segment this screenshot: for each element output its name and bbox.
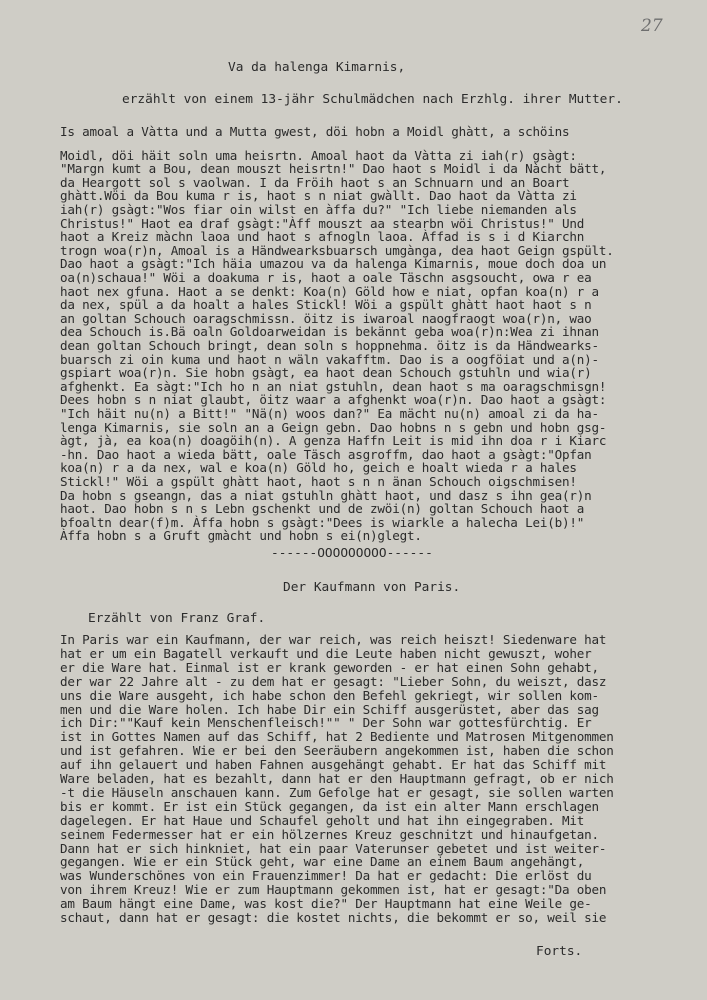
text-line: lenga Kimarnis, sie soln an a Geign gebn. Dao hobns n s gebn und hobn gsg- (60, 419, 607, 435)
text-line: seinem Federmesser hat er ein hölzernes Kreuz geschnitzt und hinaufgetan. (60, 826, 599, 842)
text-line: -hn. Dao haot a wieda bätt, oale Täsch asgroffm, dao haot a gsàgt:"Opfan (60, 446, 592, 462)
text-line: was Wunderschönes von ein Frauenzimmer! Da hat er gedacht: Die erlöst du (60, 868, 592, 884)
text-line: dean goltan Schouch bringt, dean soln s hoppnehma. öitz is da Händwearks- (60, 338, 599, 353)
text-line: schaut, dann hat er gesagt: die kostet nichts, die bekommt er so, weil sie (60, 910, 607, 925)
text-line: ist in Gottes Namen auf das Schiff, hat 2 Bediente und Matrosen Mitgenommen (60, 729, 614, 745)
text-line: auf ihn gelauert und haben Fahnen ausgehängt gehabt. Er hat das Schiff mit (60, 757, 607, 773)
text-line: Ware beladen, hat es bezahlt, dann hat er den Hauptmann gefragt, ob er nich (60, 771, 614, 786)
text-line: ghàtt.Wöi da Bou kuma r is, haot s n niat gwàllt. Dao haot da Vàtta zi (60, 188, 577, 204)
text-line: Dann hat er sich hinkniet, hat ein paar Vaterunser gebetet und ist weiter- (60, 840, 607, 856)
text-line: "Ich häit nu(n) a Bitt!" "Nä(n) woos dan?" Ea mächt nu(n) amoal zi da ha- (60, 406, 599, 421)
text-line: dagelegen. Er hat Haue und Schaufel geholt und hat ihn eingegraben. Mit (60, 812, 585, 828)
continued-marker: Forts. (536, 944, 583, 959)
text-line: gspiart woa(r)n. Sie hobn gsàgt, ea haot dean Schouch gstuhln und wia(r) (60, 365, 592, 381)
text-line: Stickl!" Wöi a gspült ghàtt haot, haot s n n änan Schouch oigschmisen! (60, 474, 577, 489)
text-line: haot a Kreiz màchn laoa und haot s afnogln laoa. Àffad is s i d Kiarchn (60, 229, 585, 245)
story1-title: Va da halenga Kimarnis, (228, 60, 406, 75)
text-line: buarsch zi oin kuma und haot n wäln vakafftm. Dao is a oogföiat und a(n)- (60, 351, 599, 367)
text-line: am Baum hängt eine Dame, was kost die?" Der Hauptmann hat eine Weile ge- (60, 896, 592, 912)
text-line: -t die Häuseln anschauen kann. Zum Gefolge hat er gesagt, sie sollen warten (60, 784, 614, 800)
text-line: von ihrem Kreuz! Wie er zum Hauptmann gekommen ist, hat er gesagt:"Da oben (60, 882, 607, 898)
story1-subtitle: erzählt von einem 13-jähr Schulmädchen nach Erzhlg. ihrer Mutter. (122, 92, 623, 107)
text-line: uns die Ware ausgeht, ich habe schon den Befehl gekriegt, wir sollen kom- (60, 687, 599, 703)
text-line: oa(n)schaua!" Wöi a doakuma r is, haot a oale Täschn asgsoucht, owa r ea (60, 270, 592, 285)
text-line: er die Ware hat. Einmal ist er krank geworden - er hat einen Sohn gehabt, (60, 659, 599, 675)
text-line: iah(r) gsàgt:"Wos fiar oin wilst en àffa du?" "Ich liebe niemanden als (60, 202, 577, 217)
text-line: men und die Ware holen. Ich habe Dir ein Schiff ausgerüstet, aber das sag (60, 701, 599, 717)
text-line: àgt, jà, ea koa(n) doagöih(n). A genza Haffn Leit is mid ihn doa r i Kiarc (60, 433, 607, 449)
text-line: da Heargott sol s vaolwan. I da Fröih haot s an Schnuarn und an Boart (60, 174, 570, 190)
text-line: koa(n) r a da nex, wal e koa(n) Göld ho, geich e hoalt wieda r a hales (60, 460, 577, 476)
text-line: bis er kommt. Er ist ein Stück gegangen, da ist ein alter Mann erschlagen (60, 798, 599, 814)
text-line: Dao haot a gsàgt:"Ich häia umazou va da halenga Kimarnis, moue doch doa un (60, 256, 607, 272)
text-line: gegangen. Wie er ein Stück geht, war eine Dame an einem Baum angehängt, (60, 854, 585, 870)
story2-byline: Erzählt von Franz Graf. (88, 611, 266, 626)
text-line: trogn woa(r)n, Amoal is a Händwearksbuarsch umgànga, dea haot Geign gspült. (60, 242, 614, 258)
text-line: da nex, spül a da hoalt a hales Stickl! Wöi a gspült ghàtt haot haot s n (60, 297, 592, 313)
page-number: 27 (641, 16, 663, 36)
text-line: an goltan Schouch oaragschmissn. öitz is iwaroal naogfraogt woa(r)n, wao (60, 310, 592, 326)
text-line: und ist gefahren. Wie er bei den Seeräubern angekommen ist, haben die schon (60, 743, 614, 759)
text-line: Dees hobn s n niat glaubt, öitz waar a afghenkt woa(r)n. Dao haot a gsàgt: (60, 392, 607, 408)
text-line: afghenkt. Ea sàgt:"Ich ho n an niat gstuhln, dean haot s ma oaragschmisgn! (60, 378, 607, 394)
text-line: ich Dir:""Kauf kein Menschenfleisch!"" " Der Sohn war gottesfürchtig. Er (60, 715, 592, 731)
text-line: haot nex gfuna. Haot a se denkt: Koa(n) Göld how e niat, opfan koa(n) r a (60, 283, 599, 299)
text-line: Christus!" Haot ea draf gsàgt:"Àff mouszt aa stearbn wöi Christus!" Und (60, 215, 585, 231)
text-line: In Paris war ein Kaufmann, der war reich, was reich heiszt! Siedenware hat (60, 632, 607, 647)
text-line: dea Schouch is.Bä oaln Goldoarweidan is bekännt geba woa(r)n:Wea zi ihnan (60, 324, 599, 340)
text-line: Moidl, döi häit soln uma heisrtn. Amoal haot da Vàtta zi iah(r) gsàgt: (60, 147, 577, 163)
text-line: der war 22 Jahre alt - zu dem hat er gesagt: "Lieber Sohn, du weiszt, dasz (60, 673, 607, 689)
text-line: Àffa hobn s a Gruft gmàcht und hobn s ei(n)glegt. (60, 528, 422, 544)
text-line: hat er um ein Bagatell verkauft und die Leute haben nicht gewuszt, woher (60, 645, 592, 661)
text-line: Is amoal a Vàtta und a Mutta gwest, döi hobn a Moidl ghàtt, a schöins (60, 124, 570, 139)
text-line: haot. Dao hobn s n s Lebn gschenkt und de zwöi(n) goltan Schouch haot a (60, 501, 585, 517)
story2-title: Der Kaufmann von Paris. (283, 580, 461, 595)
text-line: "Margn kumt a Bou, dean mouszt heisrtn!" Dao haot s Moidl i da Nàcht bätt, (60, 161, 607, 177)
divider: ------OOOOOOOOO------ (271, 546, 433, 561)
text-line: Da hobn s gseangn, das a niat gstuhln ghàtt haot, und dasz s ihn gea(r)n (60, 487, 592, 503)
text-line: bfoaltn dear(f)m. Àffa hobn s gsàgt:"Dees is wiarkle a halecha Lei(b)!" (60, 514, 585, 530)
